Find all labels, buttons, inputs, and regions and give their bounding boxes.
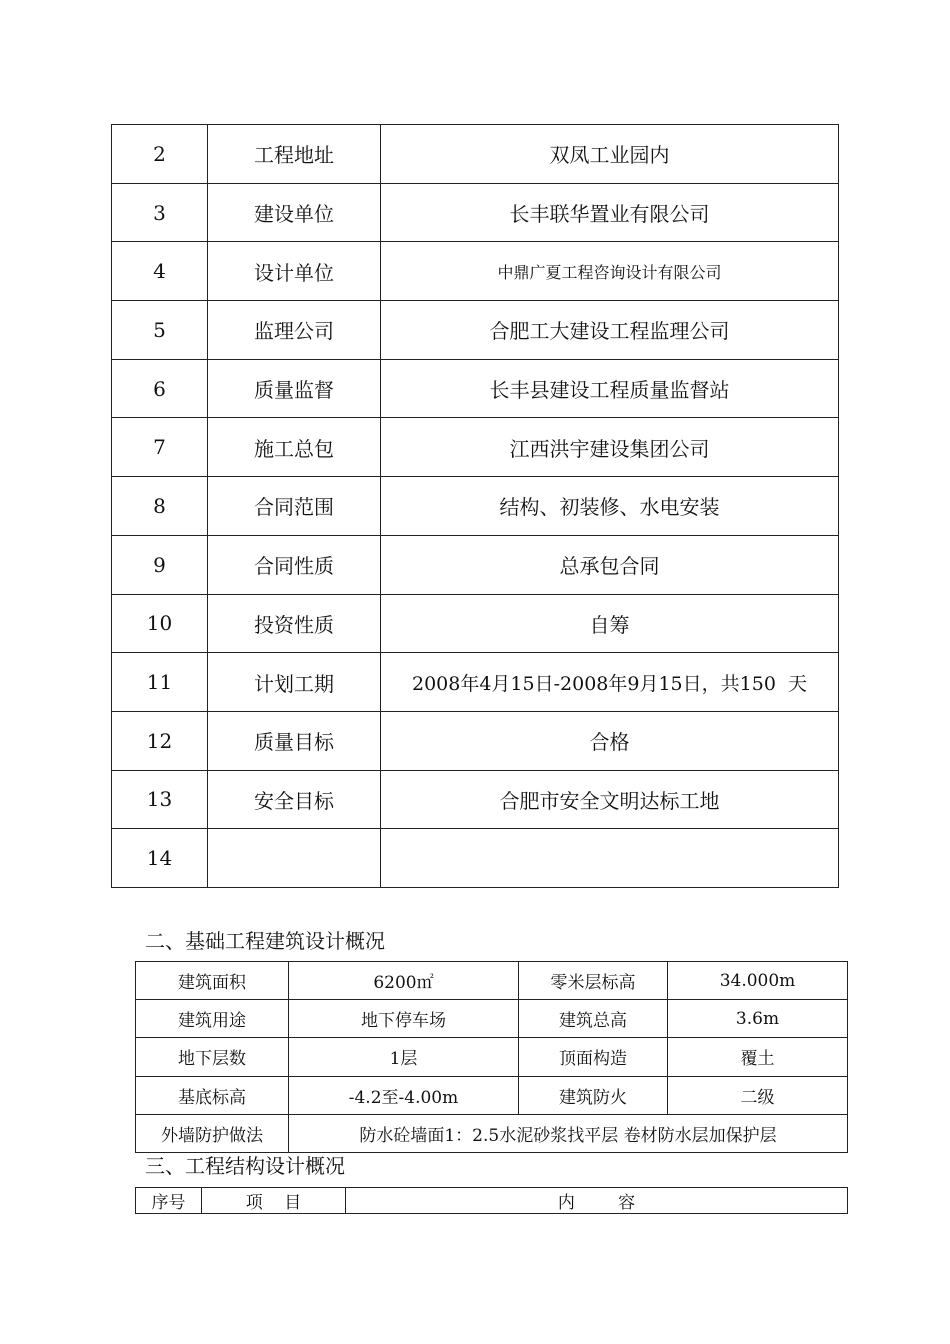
table-row: [112, 477, 839, 536]
field-value: 地下停车场: [289, 1000, 519, 1038]
row-number: 8: [112, 477, 208, 536]
field-value: 防水砼墙面1：2.5水泥砂浆找平层 卷材防水层加保护层: [289, 1114, 848, 1152]
row-item: 工程地址: [208, 125, 381, 184]
table-row: [112, 242, 839, 301]
field-label: 顶面构造: [519, 1038, 668, 1076]
table-row: [112, 535, 839, 594]
row-number: 2: [112, 125, 208, 184]
row-number: 5: [112, 301, 208, 360]
table-row: [112, 301, 839, 360]
row-item: 合同性质: [208, 535, 381, 594]
section-heading-foundation: 二、基础工程建筑设计概况: [145, 929, 385, 953]
row-item: 合同范围: [208, 477, 381, 536]
row-content: 结构、初装修、水电安装: [381, 477, 839, 536]
field-label: 建筑用途: [136, 1000, 289, 1038]
table-row: [112, 418, 839, 477]
row-content: 江西洪宇建设集团公司: [381, 418, 839, 477]
table-row: [136, 962, 848, 1000]
field-label: 地下层数: [136, 1038, 289, 1076]
field-label: 基底标高: [136, 1076, 289, 1114]
column-header-number: 序号: [136, 1188, 202, 1214]
field-value: 34.000m: [668, 962, 848, 1000]
row-item: 投资性质: [208, 594, 381, 653]
column-header-content: 内 容: [346, 1188, 848, 1214]
field-value: -4.2至-4.00m: [289, 1076, 519, 1114]
row-item: 质量监督: [208, 359, 381, 418]
row-item: 安全目标: [208, 770, 381, 829]
field-label: 建筑总高: [519, 1000, 668, 1038]
row-item: [208, 829, 381, 888]
field-label: 外墙防护做法: [136, 1114, 289, 1152]
row-number: 10: [112, 594, 208, 653]
row-number: 4: [112, 242, 208, 301]
row-content: 合格: [381, 711, 839, 770]
table-row: [112, 125, 839, 184]
foundation-design-table: [135, 961, 848, 1153]
field-label: 建筑防火: [519, 1076, 668, 1114]
row-content: 双凤工业园内: [381, 125, 839, 184]
table-row: [112, 711, 839, 770]
row-number: 12: [112, 711, 208, 770]
row-content: [381, 829, 839, 888]
row-content: 自筹: [381, 594, 839, 653]
table-row: [136, 1000, 848, 1038]
row-number: 14: [112, 829, 208, 888]
row-item: 施工总包: [208, 418, 381, 477]
row-content: 总承包合同: [381, 535, 839, 594]
table-row: [112, 770, 839, 829]
row-item: 监理公司: [208, 301, 381, 360]
row-content: 2008年4月15日-2008年9月15日，共150 天: [381, 653, 839, 712]
row-content: 合肥工大建设工程监理公司: [381, 301, 839, 360]
field-value: 覆土: [668, 1038, 848, 1076]
table-row: [112, 653, 839, 712]
field-value: 1层: [289, 1038, 519, 1076]
section-heading-structure: 三、工程结构设计概况: [145, 1154, 345, 1178]
table-row: [112, 359, 839, 418]
row-number: 3: [112, 183, 208, 242]
table-row: [136, 1076, 848, 1114]
field-label: 零米层标高: [519, 962, 668, 1000]
row-content: 长丰联华置业有限公司: [381, 183, 839, 242]
table-row: [136, 1114, 848, 1152]
row-content: 合肥市安全文明达标工地: [381, 770, 839, 829]
row-number: 11: [112, 653, 208, 712]
row-item: 质量目标: [208, 711, 381, 770]
row-number: 7: [112, 418, 208, 477]
structure-design-table: [135, 1187, 848, 1214]
row-content: 中鼎广夏工程咨询设计有限公司: [381, 242, 839, 301]
field-label: 建筑面积: [136, 962, 289, 1000]
field-value: 3.6m: [668, 1000, 848, 1038]
table-header-row: [136, 1188, 848, 1214]
table-row: [112, 829, 839, 888]
row-number: 9: [112, 535, 208, 594]
row-content: 长丰县建设工程质量监督站: [381, 359, 839, 418]
row-item: 设计单位: [208, 242, 381, 301]
table-row: [112, 594, 839, 653]
row-item: 建设单位: [208, 183, 381, 242]
column-header-item: 项 目: [202, 1188, 346, 1214]
row-number: 13: [112, 770, 208, 829]
field-value: 6200㎡: [289, 962, 519, 1000]
row-item: 计划工期: [208, 653, 381, 712]
field-value: 二级: [668, 1076, 848, 1114]
row-number: 6: [112, 359, 208, 418]
table-row: [112, 183, 839, 242]
project-overview-table: [111, 124, 839, 888]
table-row: [136, 1038, 848, 1076]
